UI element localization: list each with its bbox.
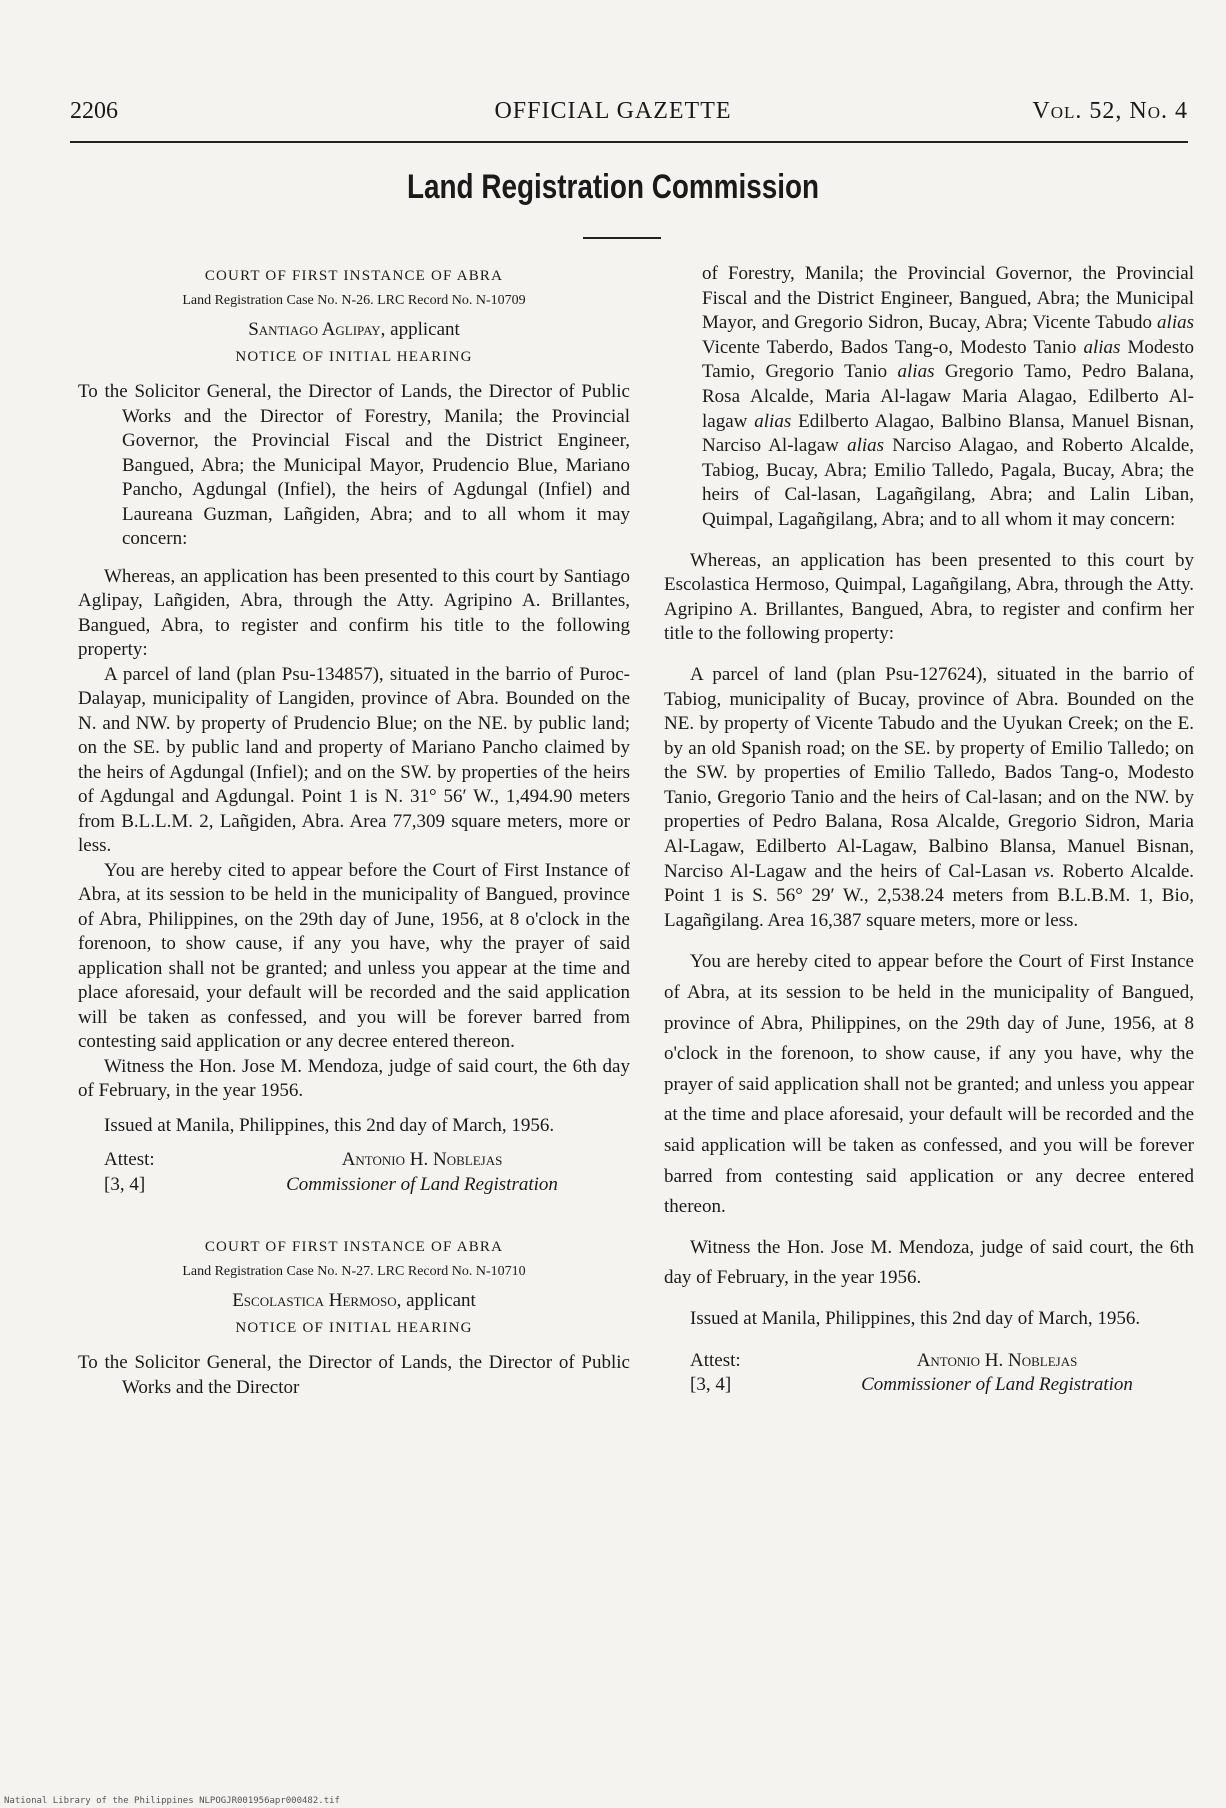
notice2-ref: [3, 4] — [690, 1374, 732, 1396]
notice1-title: NOTICE OF INITIAL HEARING — [235, 349, 473, 365]
alias-2: alias — [1083, 336, 1121, 358]
notice1-witness: Witness the Hon. Jose M. Mendoza, judge of said court, the 6th day of February, in the year 1956. — [78, 1055, 630, 1101]
volume-number: Vol. 52, No. 4 — [1032, 98, 1188, 124]
alias-1: alias — [1157, 312, 1194, 334]
notice2-title: NOTICE OF INITIAL HEARING — [235, 1320, 473, 1336]
alias-5: alias — [847, 435, 885, 457]
notice1-attest-label: Attest: — [104, 1149, 155, 1170]
publication-title: OFFICIAL GAZETTE — [494, 98, 732, 124]
notice2-applicant-name: Escolastica Hermoso — [232, 1290, 397, 1311]
addressees-part-f: Narciso Alagao, and Roberto Alcalde, Tabiog, Bucay, Abra; Emilio Talledo, Pagala, Bucay, Abra; the heirs of Cal-lasan, Lagañgilang, Abra; and Lalin Liban, Quimpal, Lagañgilang, Abra; and to all whom it may concern: — [702, 435, 1194, 530]
notice2-attest — [664, 1349, 1194, 1398]
notice1-property: A parcel of land (plan Psu-134857), situated in the barrio of Puroc-Dalayap, municipality of Langiden, province of Abra. Bounded on the N. and NW. by property of Prudencio Blue; on the NE. by public land; on the SE. by public land and property of Mariano Pancho claimed by the heirs of Agdungal (Infiel); and on the SW. by properties of the heirs of Agdungal and Agdungal. Point 1 is N. 31° 56′ W., 1,494.90 meters from B.L.L.M. 2, Lañgiden, Abra. Area 77,309 square meters, more or less. — [78, 663, 630, 856]
addressees-part-c: Modesto Tamio, Gregorio Tanio — [702, 336, 1194, 383]
notice1-attest — [78, 1148, 630, 1197]
notice2-signatory-title: Commissioner of Land Registration — [861, 1374, 1133, 1396]
header-divider — [70, 141, 1188, 143]
notice2-court: COURT OF FIRST INSTANCE OF ABRA — [204, 1239, 504, 1255]
notice1-applicant-suffix: , applicant — [380, 319, 460, 340]
vs-text: vs. — [1034, 860, 1055, 882]
notice1-applicant — [78, 316, 630, 344]
notice2-issued: Issued at Manila, Philippines, this 2nd day of March, 1956. — [690, 1307, 1141, 1329]
section-title: Land Registration Commission — [406, 168, 820, 206]
notice2-applicant-suffix: , applicant — [396, 1290, 476, 1311]
left-column — [78, 264, 630, 1400]
property-part-b: Roberto Alcalde. Point 1 is S. 56° 29′ W., 2,538.24 meters from B.L.B.M. 1, Bio, Lagañgilang. Area 16,387 square meters, more or less. — [664, 860, 1195, 931]
notice2-cited: You are hereby cited to appear before the Court of First Instance of Abra, at its session to be held in the municipality of Bangued, province of Abra, Philippines, on the 29th day of June, 1956, at 8 o'clock in the forenoon, to show cause, if any you have, why the prayer of said application shall not be granted; and unless you appear at the time and place aforesaid, your default will be recorded and the said application will be taken as confessed, and you will be forever barred from contesting said application or any decree entered thereon. — [664, 951, 1194, 1218]
notice2-case-line: Land Registration Case No. N-27. LRC Record No. N-10710 — [182, 1264, 526, 1279]
notice1-signatory-title: Commissioner of Land Registration — [286, 1173, 558, 1195]
scan-footer: National Library of the Philippines NLPOGJR001956apr000482.tif — [4, 1796, 340, 1806]
notice2-witness: Witness the Hon. Jose M. Mendoza, judge of said court, the 6th day of February, in the year 1956. — [664, 1236, 1194, 1289]
addressees-part-d: Gregorio Tamo, Pedro Balana, Rosa Alcalde, Maria Al-lagaw Maria Alagao, Edilberto Al-lagaw — [702, 361, 1194, 432]
addressees-part-e: Edilberto Alagao, Balbino Blansa, Manuel Bisnan, Narciso Al-lagaw — [702, 410, 1194, 457]
property-part-a: A parcel of land (plan Psu-127624), situated in the barrio of Tabiog, municipality of Bucay, province of Abra. Bounded on the NE. by property of Vicente Tabudo and the Uyukan Creek; on the E. by an old Spanish road; on the SE. by property of Emilio Talledo; on the SW. by properties of Emilio Talledo, Bados Tang-o, Modesto Tanio, Gregorio Tanio and the heirs of Cal-lasan; and on the NW. by properties of Pedro Balana, Rosa Alcalde, Gregorio Sidron, Maria Al-Lagaw, Edilberto Al-Lagaw, Balbino Blansa, Manuel Bisnan, Narciso Al-Lagaw and the heirs of Cal-Lasan — [664, 663, 1194, 882]
notice1-applicant-name: Santiago Aglipay — [248, 319, 381, 340]
page-number: 2206 — [70, 98, 118, 124]
notice2-applicant — [78, 1287, 630, 1315]
notice2-signatory: Antonio H. Noblejas — [916, 1349, 1078, 1371]
addressees-part-b: Vicente Taberdo, Bados Tang-o, Modesto Tanio — [702, 336, 1084, 358]
notice2-attest-label: Attest: — [690, 1349, 741, 1371]
notice2-addressees-start: To the Solicitor General, the Director of Lands, the Director of Public Works and the Director — [78, 1352, 630, 1398]
notice1-whereas: Whereas, an application has been presented to this court by Santiago Aglipay, Lañgiden, Abra, through the Atty. Agripino A. Brillantes, Bangued, Abra, to register and confirm his title to the following property: — [78, 565, 630, 660]
notice1-ref: [3, 4] — [104, 1173, 146, 1195]
notice2-addressees-cont — [664, 262, 1194, 533]
notice1-cited: You are hereby cited to appear before the Court of First Instance of Abra, at its session to be held in the municipality of Bangued, province of Abra, Philippines, on the 29th day of June, 1956, at 8 o'clock in the forenoon, to show cause, if any you have, why the prayer of said application shall not be granted; and unless you appear at the time and place aforesaid, your default will be recorded and the said application will be taken as confessed, and you will be forever barred from contesting said application or any decree entered thereon. — [78, 859, 630, 1052]
notice1-case-line: Land Registration Case No. N-26. LRC Record No. N-10709 — [182, 293, 526, 308]
alias-4: alias — [754, 410, 792, 432]
notice1-issued: Issued at Manila, Philippines, this 2nd day of March, 1956. — [104, 1114, 555, 1136]
notice1-addressees: To the Solicitor General, the Director of Lands, the Director of Public Works and the Director of Forestry, Manila; the Provincial Governor, the Provincial Fiscal and the District Engineer, Bangued, Abra; the Municipal Mayor, Prudencio Blue, Mariano Pancho, Agdungal (Infiel), the heirs of Agdungal (Infiel) and Laureana Guzman, Lañgiden, Abra; and to all whom it may concern: — [78, 381, 630, 549]
notice1-court: COURT OF FIRST INSTANCE OF ABRA — [204, 268, 504, 284]
alias-3: alias — [897, 361, 935, 383]
title-divider — [583, 237, 661, 239]
notice2-whereas: Whereas, an application has been presented to this court by Escolastica Hermoso, Quimpal, Lagañgilang, Abra, through the Atty. Agripino A. Brillantes, Bangued, Abra, to register and confirm her title to the following property: — [664, 549, 1194, 645]
notice1-signatory: Antonio H. Noblejas — [341, 1149, 503, 1170]
right-column — [664, 262, 1194, 1398]
notice2-property — [664, 663, 1194, 934]
addressees-part-a: of Forestry, Manila; the Provincial Governor, the Provincial Fiscal and the District Engineer, Bangued, Abra; the Municipal Mayor, and Gregorio Sidron, Bucay, Abra; Vicente Tabudo — [702, 263, 1194, 334]
